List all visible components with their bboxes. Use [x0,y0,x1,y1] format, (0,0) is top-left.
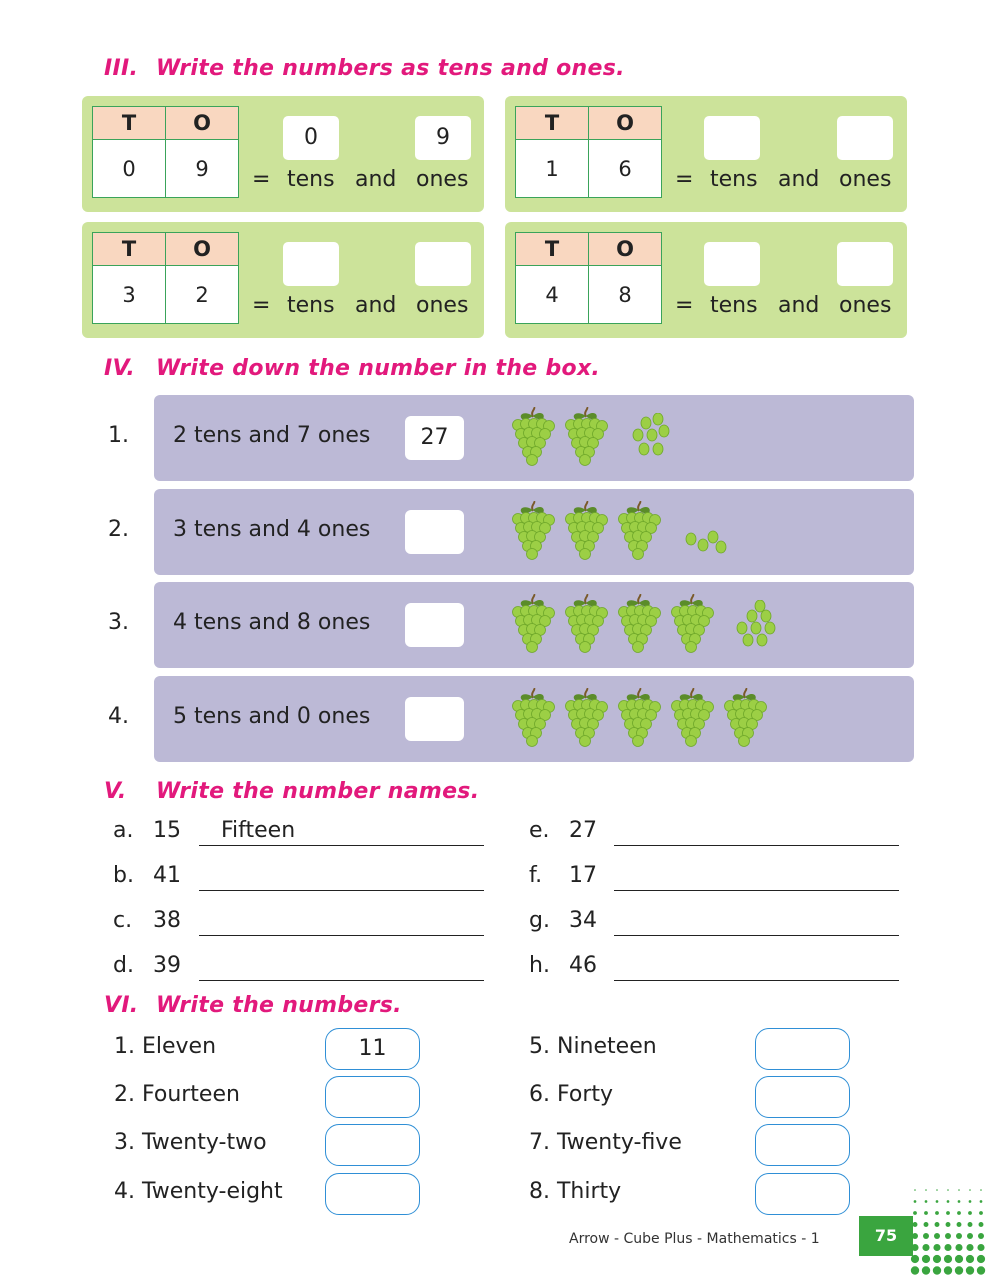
decorative-dot [977,1244,984,1251]
number-word-label: 2. Fourteen [114,1082,240,1107]
exercise-number: 4. [108,704,129,729]
page-number: 75 [859,1216,913,1256]
decorative-dot [947,1189,949,1191]
grape-bunch-icon [616,594,662,654]
number-name-answer-line[interactable] [614,953,899,981]
decorative-dot [933,1244,940,1251]
place-value-table [92,106,239,198]
number-name-answer-line[interactable] [614,908,899,936]
decorative-dot [955,1266,963,1274]
tens-ones-label: 4 tens and 8 ones [173,610,371,635]
equals-sign: = [252,293,271,318]
decorative-dot [979,1222,984,1227]
exercise-panel [154,582,914,668]
number-name-answer-line[interactable]: Fifteen [199,818,484,846]
ones-digit: 6 [589,140,662,198]
number-name-answer-line[interactable] [614,818,899,846]
tens-ones-label: 3 tens and 4 ones [173,517,371,542]
number-answer-oval[interactable] [325,1076,420,1118]
tens-word: tens [710,167,758,192]
decorative-dot [968,1222,973,1227]
decorative-dot [925,1200,928,1203]
equals-sign: = [675,293,694,318]
decorative-dot [966,1244,973,1251]
tens-ones-label: 2 tens and 7 ones [173,423,371,448]
tens-answer-box[interactable] [704,116,760,160]
number-name-row [529,818,909,850]
tens-ones-panel-1 [82,96,484,212]
tens-answer-box[interactable]: 0 [283,116,339,160]
item-number: 41 [153,863,181,888]
item-number: 46 [569,953,597,978]
item-number: 17 [569,863,597,888]
decorative-dot [955,1244,962,1251]
number-word-label: 4. Twenty-eight [114,1179,283,1204]
ones-word: ones [839,293,892,318]
number-word-label: 7. Twenty-five [529,1130,682,1155]
ones-digit: 2 [166,266,239,324]
decorative-dot [935,1211,939,1215]
number-name-answer-line[interactable] [199,908,484,936]
number-answer-oval[interactable] [755,1124,850,1166]
number-word-label: 3. Twenty-two [114,1130,267,1155]
number-answer-oval[interactable]: 11 [325,1028,420,1070]
ones-answer-box[interactable] [415,242,471,286]
number-word-label: 1. Eleven [114,1034,217,1059]
tens-header: T [93,107,166,140]
decorative-dot [924,1211,928,1215]
decorative-dot [925,1189,927,1191]
tens-digit: 0 [93,140,166,198]
decorative-dot [980,1200,983,1203]
grape-bunch-icon [722,688,768,748]
number-name-row [529,863,909,895]
dot-pattern-decoration [909,1184,989,1280]
tens-ones-label: 5 tens and 0 ones [173,704,371,729]
number-answer-box[interactable]: 27 [405,416,464,460]
decorative-dot [966,1266,974,1274]
decorative-dot [957,1222,962,1227]
section-3-title: III. Write the numbers as tens and ones. [104,56,625,81]
ones-header: O [589,107,662,140]
tens-answer-box[interactable] [704,242,760,286]
grape-bunch-icon [510,688,556,748]
exercise-number: 1. [108,423,129,448]
number-name-row [113,908,493,940]
decorative-dot [968,1211,972,1215]
decorative-dot [969,1200,972,1203]
decorative-dot [913,1222,918,1227]
number-answer-oval[interactable] [325,1124,420,1166]
grape-bunch-icon [510,594,556,654]
equals-sign: = [675,167,694,192]
decorative-dot [977,1266,985,1274]
ones-header: O [166,233,239,266]
section-4-title: IV. Write down the number in the box. [104,356,601,381]
loose-grapes-icon [628,413,688,467]
exercise-number: 3. [108,610,129,635]
decorative-dot [914,1189,916,1191]
place-value-table [92,232,239,324]
grape-bunch-icon [669,688,715,748]
tens-digit: 1 [516,140,589,198]
ones-word: ones [416,167,469,192]
decorative-dot [924,1222,929,1227]
decorative-dot [945,1233,951,1239]
decorative-dot [967,1233,973,1239]
decorative-dot [933,1255,941,1263]
decorative-dot [969,1189,971,1191]
decorative-dot [944,1255,952,1263]
tens-ones-panel-3 [82,222,484,338]
number-name-answer-line[interactable] [199,863,484,891]
number-word-label: 8. Thirty [529,1179,622,1204]
grape-bunch-icon [510,407,556,467]
decorative-dot [956,1233,962,1239]
grape-bunch-icon [669,594,715,654]
and-word: and [355,293,397,318]
ones-digit: 8 [589,266,662,324]
decorative-dot [922,1266,930,1274]
number-answer-oval[interactable] [755,1028,850,1070]
decorative-dot [947,1200,950,1203]
decorative-dot [946,1222,951,1227]
decorative-dot [935,1222,940,1227]
number-name-answer-line[interactable] [199,953,484,981]
tens-answer-box[interactable] [283,242,339,286]
ones-word: ones [416,293,469,318]
number-name-row [113,953,493,985]
number-name-answer-line[interactable] [614,863,899,891]
decorative-dot [946,1211,950,1215]
item-number: 15 [153,818,181,843]
decorative-dot [955,1255,963,1263]
book-title: Arrow - Cube Plus - Mathematics - 1 [569,1231,820,1247]
item-letter: h. [529,953,550,978]
tens-word: tens [287,293,335,318]
item-letter: b. [113,863,134,888]
number-name-row [113,863,493,895]
tens-word: tens [287,167,335,192]
grape-bunch-icon [563,688,609,748]
number-answer-oval[interactable] [325,1173,420,1215]
tens-word: tens [710,293,758,318]
grape-bunch-icon [616,688,662,748]
decorative-dot [944,1244,951,1251]
decorative-dot [957,1211,961,1215]
item-letter: f. [529,863,543,888]
loose-grapes-icon [734,600,794,654]
grape-bunch-icon [563,594,609,654]
equals-sign: = [252,167,271,192]
ones-header: O [589,233,662,266]
decorative-dot [914,1200,917,1203]
item-number: 34 [569,908,597,933]
and-word: and [778,167,820,192]
decorative-dot [958,1189,960,1191]
section-5-title: V. Write the number names. [104,779,480,804]
exercise-number: 2. [108,517,129,542]
decorative-dot [922,1244,929,1251]
decorative-dot [936,1189,938,1191]
tens-ones-panel-4 [505,222,907,338]
loose-grapes-icon [681,507,741,561]
place-value-table [515,106,662,198]
tens-ones-panel-2 [505,96,907,212]
item-number: 39 [153,953,181,978]
item-number: 27 [569,818,597,843]
tens-header: T [93,233,166,266]
and-word: and [355,167,397,192]
decorative-dot [936,1200,939,1203]
item-letter: c. [113,908,133,933]
number-answer-box[interactable] [405,697,464,741]
decorative-dot [922,1255,930,1263]
number-word-label: 6. Forty [529,1082,614,1107]
number-word-label: 5. Nineteen [529,1034,657,1059]
exercise-panel [154,489,914,575]
decorative-dot [911,1266,919,1274]
tens-digit: 3 [93,266,166,324]
number-answer-oval[interactable] [755,1173,850,1215]
item-letter: g. [529,908,550,933]
ones-answer-box[interactable]: 9 [415,116,471,160]
number-answer-oval[interactable] [755,1076,850,1118]
ones-answer-box[interactable] [837,242,893,286]
ones-header: O [166,107,239,140]
ones-answer-box[interactable] [837,116,893,160]
tens-header: T [516,107,589,140]
item-letter: e. [529,818,550,843]
tens-digit: 4 [516,266,589,324]
item-number: 38 [153,908,181,933]
grape-bunch-icon [563,501,609,561]
grape-bunch-icon [510,501,556,561]
tens-header: T [516,233,589,266]
decorative-dot [933,1266,941,1274]
decorative-dot [912,1233,918,1239]
section-6-title: VI. Write the numbers. [104,993,402,1018]
decorative-dot [966,1255,974,1263]
number-answer-box[interactable] [405,603,464,647]
ones-word: ones [839,167,892,192]
and-word: and [778,293,820,318]
decorative-dot [911,1255,919,1263]
decorative-dot [923,1233,929,1239]
decorative-dot [980,1189,982,1191]
decorative-dot [977,1255,985,1263]
exercise-panel [154,395,914,481]
number-name-row [529,953,909,985]
number-answer-box[interactable] [405,510,464,554]
decorative-dot [944,1266,952,1274]
decorative-dot [913,1211,917,1215]
decorative-dot [911,1244,918,1251]
number-name-row [529,908,909,940]
decorative-dot [958,1200,961,1203]
item-letter: d. [113,953,134,978]
exercise-panel [154,676,914,762]
decorative-dot [978,1233,984,1239]
decorative-dot [934,1233,940,1239]
place-value-table [515,232,662,324]
grape-bunch-icon [616,501,662,561]
number-name-row [113,818,493,850]
ones-digit: 9 [166,140,239,198]
item-letter: a. [113,818,134,843]
grape-bunch-icon [563,407,609,467]
decorative-dot [979,1211,983,1215]
